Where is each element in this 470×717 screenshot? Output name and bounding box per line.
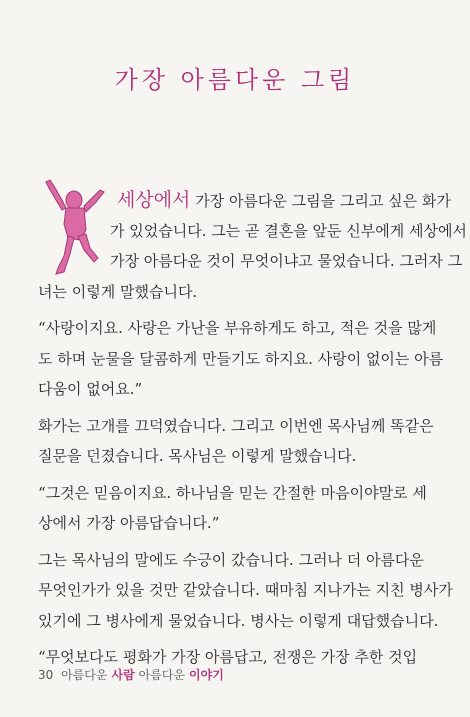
paragraph-5-line-3: 있기에 그 병사에게 물었습니다. 병사는 이렇게 대답했습니다. — [38, 611, 439, 630]
paragraph-1-line-1-text: 가장 아름다운 그림을 그리고 싶은 화가 — [190, 192, 451, 210]
page-number: 30 — [38, 668, 54, 682]
paragraph-1-line-4: 녀는 이렇게 말했습니다. — [38, 282, 198, 301]
paragraph-3-line-2: 질문을 던졌습니다. 목사님은 이렇게 말했습니다. — [38, 447, 357, 465]
book-title-part-3: 아름다운 — [138, 668, 186, 682]
chapter-title: 가장 아름다운 그림 — [114, 66, 356, 94]
book-title-part-1: 아름다운 — [61, 668, 108, 682]
paragraph-2-line-2: 도 하며 눈물을 달콤하게 만들기도 하지요. 사랑이 없이는 아름 — [38, 349, 444, 368]
book-title-part-4: 이야기 — [189, 668, 224, 682]
article-body — [38, 185, 467, 673]
paragraph-6-line-1: “무엇보다도 평화가 가장 아름답고, 전쟁은 가장 추한 것입 — [38, 648, 418, 666]
paragraph-1-line-1 — [38, 185, 451, 216]
paragraph-2-line-3: 다움이 없어요.” — [38, 380, 143, 398]
paragraph-5-line-2: 무엇인가가 있을 것만 같았습니다. 때마침 지나가는 지친 병사가 — [38, 581, 453, 599]
paragraph-1-line-2: 가 있었습니다. 그는 곧 결혼을 앞둔 신부에게 세상에서 — [110, 221, 467, 240]
paragraph-1-line-3: 가장 아름다운 것이 무엇이냐고 물었습니다. 그러자 그 — [110, 252, 463, 270]
paragraph-4-line-2: 상에서 가장 아름답습니다.” — [38, 514, 220, 532]
page-footer — [38, 666, 228, 683]
lead-word: 세상에서 — [117, 189, 191, 211]
paragraph-4-line-1: “그것은 믿음이지요. 하나님을 믿는 간절한 마음이야말로 세 — [38, 483, 427, 502]
paragraph-3-line-1: 화가는 고개를 끄덕였습니다. 그리고 이번엔 목사님께 똑같은 — [38, 416, 434, 435]
book-title-part-2: 사람 — [111, 668, 135, 682]
paragraph-5-line-1: 그는 목사님의 말에도 수긍이 갔습니다. 그러나 더 아름다운 — [38, 550, 424, 569]
paragraph-2-line-1: “사랑이지요. 사랑은 가난을 부유하게도 하고, 적은 것을 많게 — [38, 319, 437, 337]
